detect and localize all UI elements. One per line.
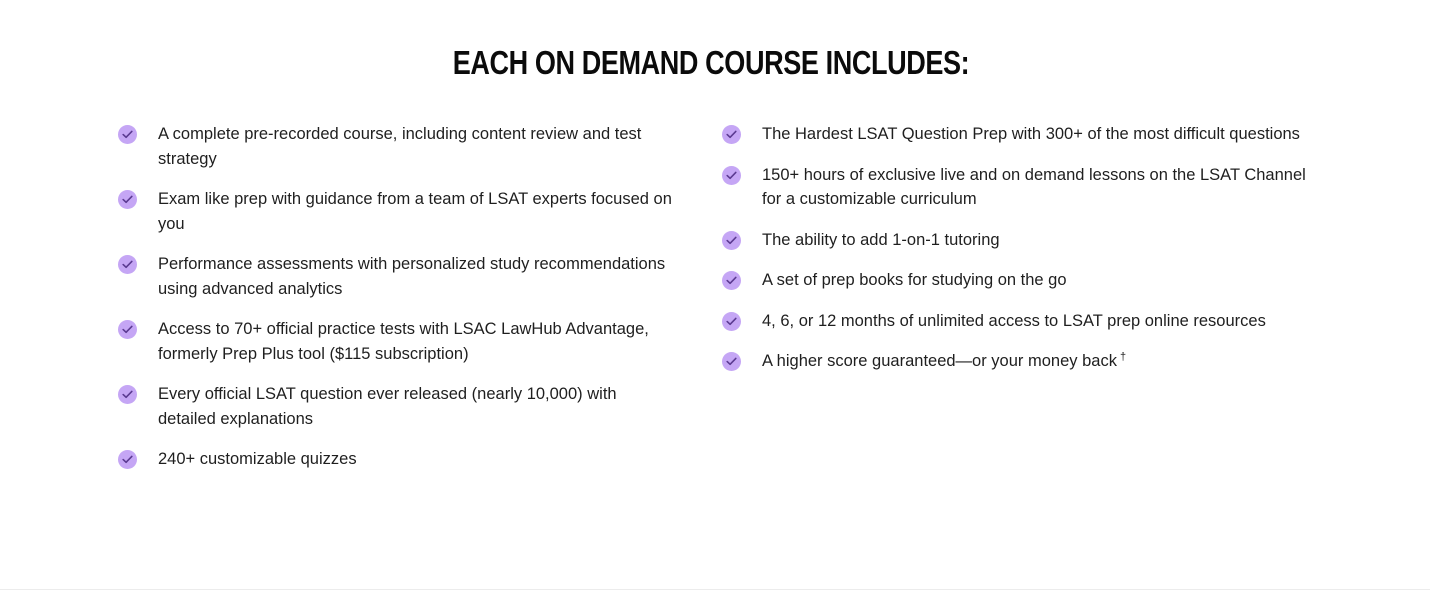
feature-item [118,447,678,472]
check-circle-icon [118,125,137,144]
feature-item [118,252,678,301]
feature-text-with-footnote [762,349,1126,374]
feature-item [118,122,678,171]
feature-item [118,187,678,236]
section-heading: EACH ON DEMAND COURSE INCLUDES: [452,44,970,81]
feature-text: A complete pre-recorded course, including content review and test strategy [158,125,642,168]
check-circle-icon [118,450,137,469]
check-circle-icon [722,271,741,290]
feature-text: The ability to add 1-on-1 tutoring [762,230,1000,249]
feature-item [118,382,678,431]
feature-item [722,349,1322,374]
feature-text: 240+ customizable quizzes [158,450,357,468]
footnote-dagger[interactable]: † [1119,350,1127,363]
check-circle-icon [118,320,137,339]
check-circle-icon [118,255,137,274]
feature-text: Performance assessments with personalized study recommendations using advanced analytics [158,255,666,298]
feature-item [722,268,1322,293]
feature-item [118,317,678,366]
check-circle-icon [722,312,741,331]
feature-text: A higher score guaranteed—or your money back [762,352,1117,370]
feature-text: Access to 70+ official practice tests with LSAC LawHub Advantage, formerly Prep Plus tool ($115 subscription) [158,320,649,363]
feature-text: A set of prep books for studying on the go [762,271,1067,289]
check-circle-icon [118,190,137,209]
features-list-right [722,122,1322,390]
check-circle-icon [722,125,741,144]
feature-text: The Hardest LSAT Question Prep with 300+ of the most difficult questions [762,125,1300,143]
check-circle-icon [722,231,741,250]
feature-item [722,122,1322,147]
feature-item [722,163,1322,212]
feature-text: Every official LSAT question ever released (nearly 10,000) with detailed explanations [158,385,617,428]
feature-text: 150+ hours of exclusive live and on demand lessons on the LSAT Channel for a customizable curriculum [762,165,1306,208]
feature-text: 4, 6, or 12 months of unlimited access to LSAT prep online resources [762,311,1266,330]
feature-item [722,228,1322,253]
check-circle-icon [722,352,741,371]
features-list-left [118,122,678,488]
check-circle-icon [722,166,741,185]
check-circle-icon [118,385,137,404]
feature-item [722,309,1322,334]
feature-text: Exam like prep with guidance from a team of LSAT experts focused on you [158,190,672,233]
